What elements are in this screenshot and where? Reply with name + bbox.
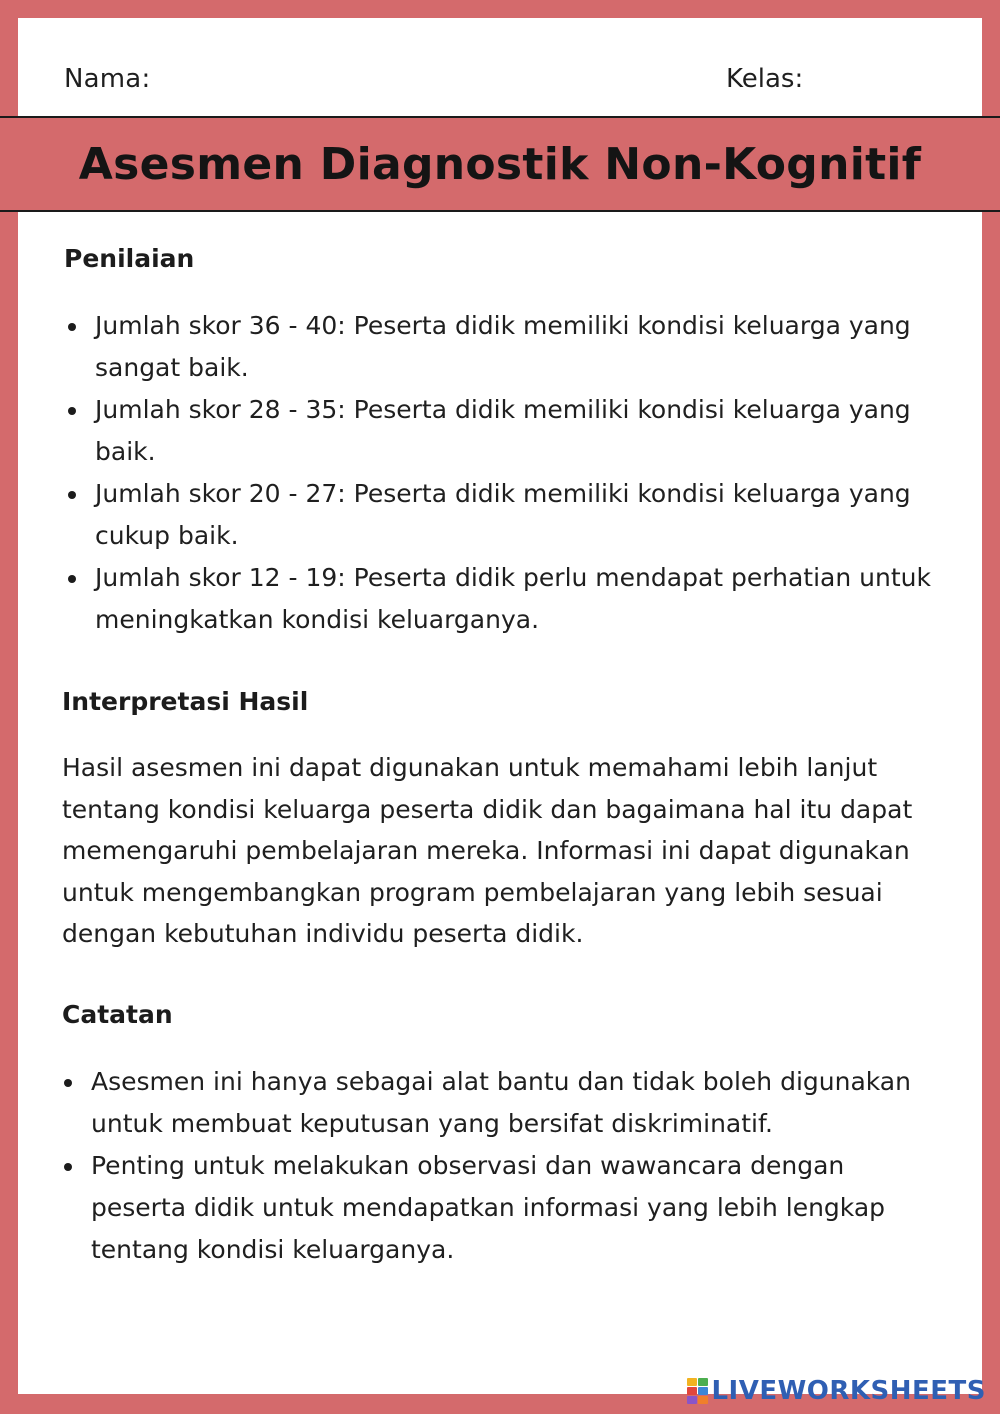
penilaian-heading: Penilaian bbox=[64, 244, 195, 273]
catatan-heading: Catatan bbox=[62, 1000, 173, 1029]
liveworksheets-logo-icon bbox=[687, 1378, 708, 1404]
interpretasi-paragraph: Hasil asesmen ini dapat digunakan untuk memahami lebih lanjut tentang kondisi keluarga peserta didik dan bagaimana hal itu dapat memengaruhi pembelajaran mereka. Informasi ini dapat digunakan untuk mengembangkan program pembelajaran yang lebih sesuai dengan kebutuhan individu peserta didik. bbox=[62, 753, 913, 948]
liveworksheets-brand[interactable] bbox=[687, 1376, 986, 1406]
title-banner bbox=[0, 116, 1000, 212]
list-item: Jumlah skor 20 - 27: Peserta didik memiliki kondisi keluarga yang cukup baik. bbox=[64, 473, 934, 557]
list-item: Asesmen ini hanya sebagai alat bantu dan tidak boleh digunakan untuk membuat keputusan yang bersifat diskriminatif. bbox=[60, 1061, 930, 1145]
penilaian-list bbox=[64, 305, 934, 641]
page-title: Asesmen Diagnostik Non-Kognitif bbox=[78, 138, 922, 190]
list-item: Jumlah skor 36 - 40: Peserta didik memiliki kondisi keluarga yang sangat baik. bbox=[64, 305, 934, 389]
list-item: Jumlah skor 28 - 35: Peserta didik memiliki kondisi keluarga yang baik. bbox=[64, 389, 934, 473]
class-field-label: Kelas: bbox=[726, 64, 804, 94]
liveworksheets-wordmark: LIVEWORKSHEETS bbox=[711, 1376, 986, 1406]
list-item: Penting untuk melakukan observasi dan wawancara dengan peserta didik untuk mendapatkan informasi yang lebih lengkap tentang kondisi keluarganya. bbox=[60, 1145, 930, 1271]
interpretasi-heading: Interpretasi Hasil bbox=[62, 687, 309, 716]
list-item: Jumlah skor 12 - 19: Peserta didik perlu mendapat perhatian untuk meningkatkan kondisi keluarganya. bbox=[64, 557, 934, 641]
catatan-list bbox=[60, 1061, 930, 1271]
name-field-label: Nama: bbox=[64, 64, 151, 94]
